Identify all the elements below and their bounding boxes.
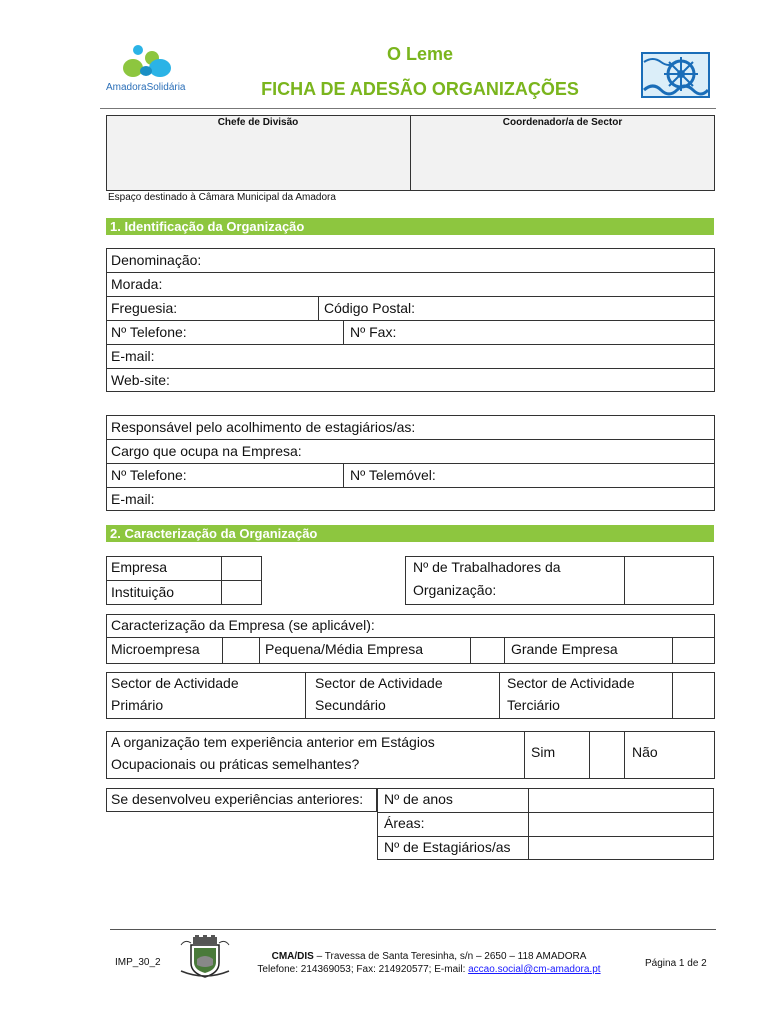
sector-terciario-label-1: Sector de Actividade <box>507 675 635 691</box>
trabalhadores-input[interactable] <box>625 557 713 604</box>
pme-label: Pequena/Média Empresa <box>265 641 423 657</box>
instituicao-label: Instituição <box>111 584 175 600</box>
desenvolveu-label: Se desenvolveu experiências anteriores: <box>111 791 364 807</box>
primario-checkbox[interactable] <box>266 673 304 718</box>
footer-phones: Telefone: 214369053; Fax: 214920577; E-mail: <box>257 964 469 975</box>
coordenador-label: Coordenador/a de Sector <box>502 117 623 128</box>
footer-rule <box>110 929 716 930</box>
footer-email-link[interactable]: accao.social@cm-amadora.pt <box>468 964 601 975</box>
logo-text: AmadoraSolidária <box>106 82 186 93</box>
cargo-field[interactable]: Cargo que ocupa na Empresa: <box>111 443 302 459</box>
experiencia-question-2: Ocupacionais ou práticas semelhantes? <box>111 756 360 772</box>
municipal-crest-icon <box>177 935 233 979</box>
codigo-postal-field[interactable]: Código Postal: <box>324 300 416 316</box>
footer-contacts <box>244 964 614 975</box>
website-field[interactable]: Web-site: <box>111 372 170 388</box>
estagiarios-label: Nº de Estagiários/as <box>384 839 511 855</box>
telefone-field[interactable]: Nº Telefone: <box>111 324 187 340</box>
freguesia-field[interactable]: Freguesia: <box>111 300 178 316</box>
telemovel-field[interactable]: Nº Telemóvel: <box>350 467 436 483</box>
footer-address <box>244 951 614 962</box>
areas-input[interactable] <box>529 813 713 835</box>
trabalhadores-label-1: Nº de Trabalhadores da <box>413 559 561 575</box>
page-number: Página 1 de 2 <box>645 958 707 969</box>
pme-checkbox[interactable] <box>471 638 503 663</box>
approval-note: Espaço destinado à Câmara Municipal da Amadora <box>108 192 336 203</box>
ship-wheel-emblem <box>641 52 710 98</box>
sim-label: Sim <box>531 744 556 760</box>
experiencia-question-1: A organização tem experiência anterior em Estágios <box>111 734 435 750</box>
sector-terciario-label-2: Terciário <box>507 697 560 713</box>
anos-input[interactable] <box>529 789 713 811</box>
page-title: O Leme <box>386 44 454 64</box>
header-rule <box>100 108 716 109</box>
terciario-checkbox[interactable] <box>673 673 714 718</box>
secundario-checkbox[interactable] <box>460 673 498 718</box>
fax-field[interactable]: Nº Fax: <box>350 324 397 340</box>
microempresa-label: Microempresa <box>111 641 200 657</box>
chefe-divisao-label: Chefe de Divisão <box>217 117 299 128</box>
anos-label: Nº de anos <box>384 791 453 807</box>
nao-label: Não <box>632 744 658 760</box>
amadora-solidaria-logo <box>100 44 210 98</box>
email-field[interactable]: E-mail: <box>111 348 155 364</box>
document-code: IMP_30_2 <box>115 957 161 968</box>
grande-empresa-label: Grande Empresa <box>511 641 618 657</box>
instituicao-checkbox[interactable] <box>222 581 261 604</box>
microempresa-checkbox[interactable] <box>223 638 258 663</box>
sector-primario-label-1: Sector de Actividade <box>111 675 239 691</box>
resp-email-field[interactable]: E-mail: <box>111 491 155 507</box>
sector-secundario-label-1: Sector de Actividade <box>315 675 443 691</box>
empresa-checkbox[interactable] <box>222 557 261 580</box>
footer-address-text: – Travessa de Santa Teresinha, s/n – 2650 – 118 AMADORA <box>313 951 587 962</box>
sim-checkbox[interactable] <box>590 732 623 778</box>
trabalhadores-label-2: Organização: <box>413 582 497 598</box>
morada-field[interactable]: Morada: <box>111 276 163 292</box>
areas-label: Áreas: <box>384 815 425 831</box>
denominacao-field[interactable]: Denominação: <box>111 252 202 268</box>
empresa-label: Empresa <box>111 559 168 575</box>
section-1-header: 1. Identificação da Organização <box>106 218 714 235</box>
caracterizacao-label: Caracterização da Empresa (se aplicável): <box>111 617 375 633</box>
nao-checkbox[interactable] <box>660 732 714 778</box>
estagiarios-input[interactable] <box>529 837 713 859</box>
form-title: FICHA DE ADESÃO ORGANIZAÇÕES <box>261 79 579 99</box>
responsavel-field[interactable]: Responsável pelo acolhimento de estagiários/as: <box>111 419 416 435</box>
resp-telefone-field[interactable]: Nº Telefone: <box>111 467 187 483</box>
grande-empresa-checkbox[interactable] <box>673 638 714 663</box>
footer-org: CMA/DIS <box>271 951 314 962</box>
section-2-header: 2. Caracterização da Organização <box>106 525 714 542</box>
sector-secundario-label-2: Secundário <box>315 697 386 713</box>
sector-primario-label-2: Primário <box>111 697 164 713</box>
